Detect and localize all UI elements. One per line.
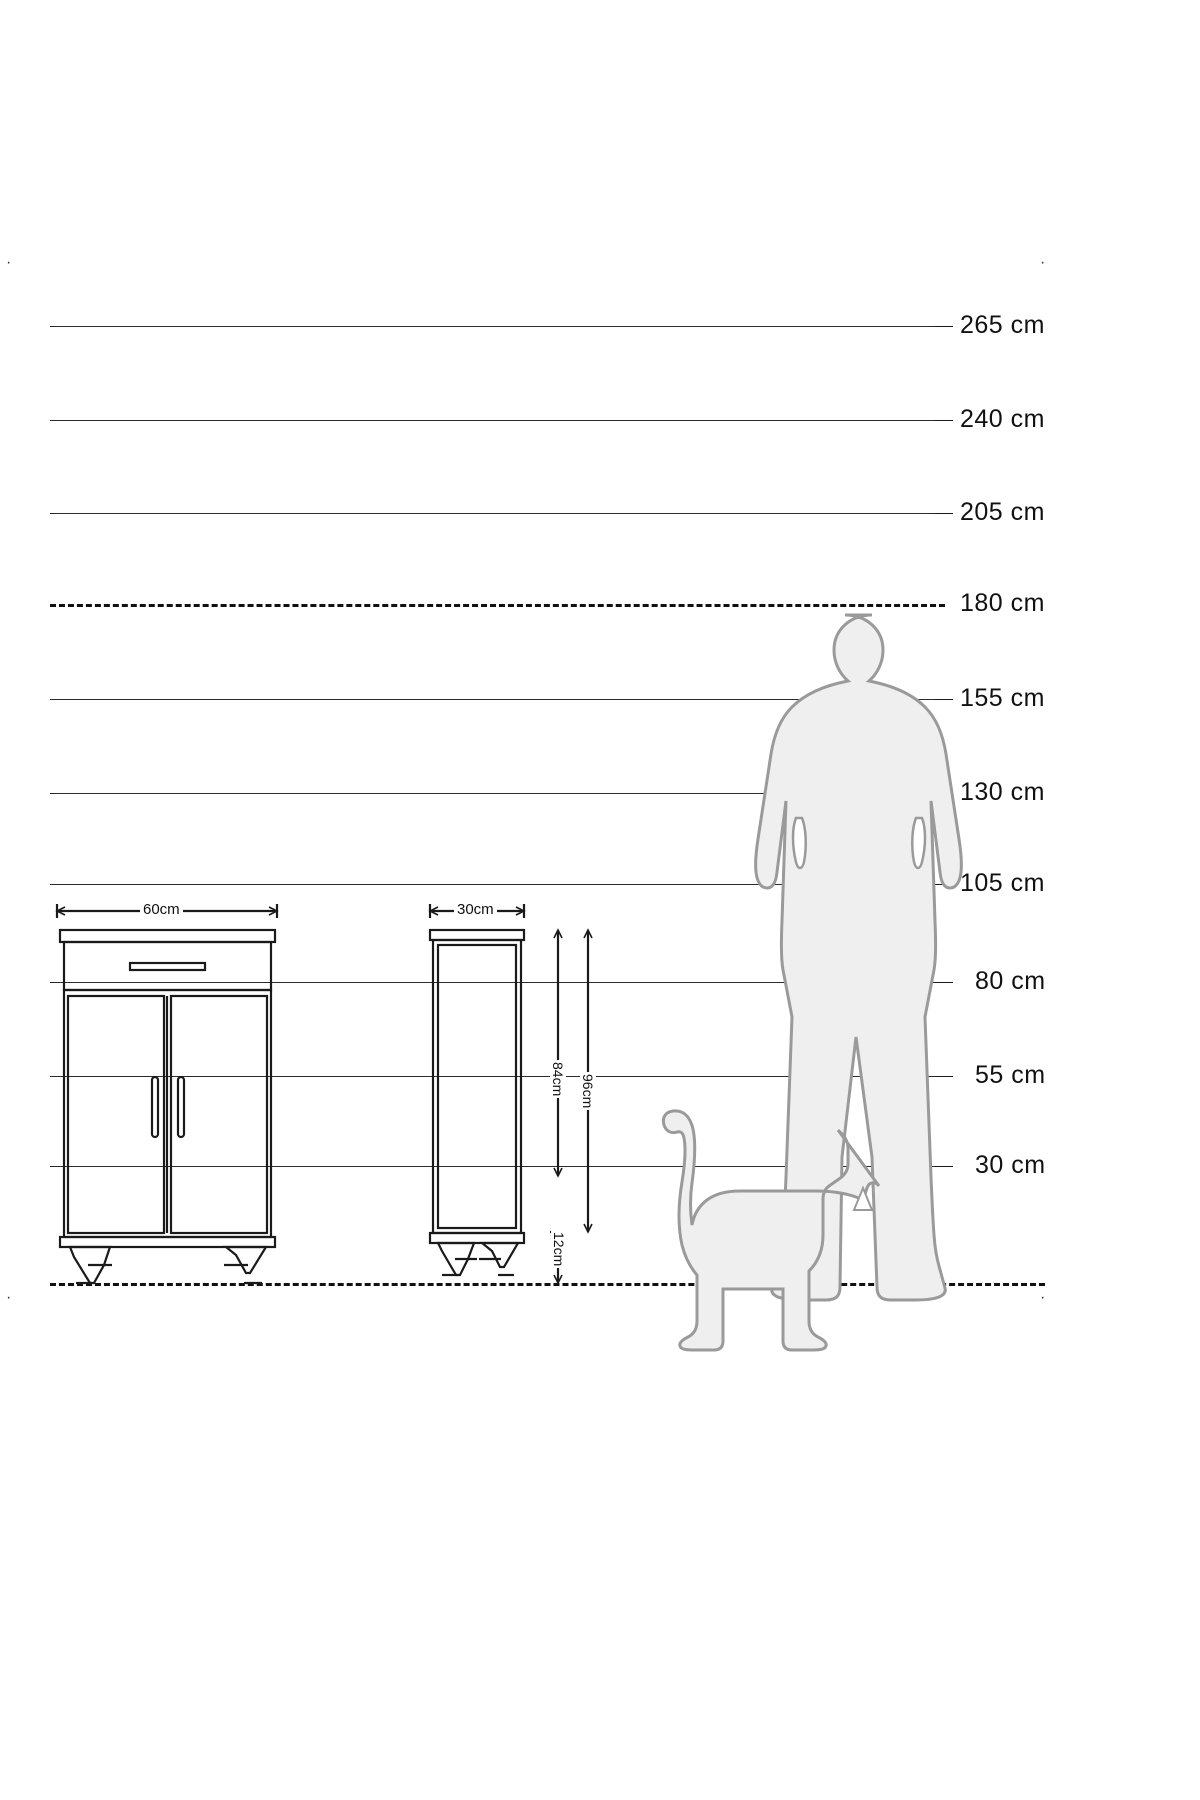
scale-label-80: 80 cm: [975, 967, 1046, 995]
scale-label-55: 55 cm: [975, 1061, 1046, 1089]
corner-mark-top-left: ·: [6, 254, 12, 271]
scale-label-265: 265 cm: [960, 311, 1045, 339]
scale-label-30: 30 cm: [975, 1151, 1046, 1179]
tall-unit-total-height-label: 96cm: [580, 1074, 596, 1109]
cabinet-width-label: 60cm: [140, 901, 183, 918]
scale-label-205: 205 cm: [960, 498, 1045, 526]
scale-label-240: 240 cm: [960, 405, 1045, 433]
tall-unit-height-dimension: [554, 930, 562, 1176]
tall-unit-height-label: 84cm: [550, 1062, 566, 1097]
tall-narrow-cabinet: [430, 930, 524, 1275]
scale-label-180: 180 cm: [960, 589, 1045, 617]
scale-label-155: 155 cm: [960, 684, 1045, 712]
tall-unit-width-label: 30cm: [454, 901, 497, 918]
corner-mark-bottom-left: ·: [6, 1289, 12, 1306]
two-door-cabinet: [60, 930, 275, 1283]
corner-mark-bottom-right: ·: [1040, 1289, 1046, 1306]
leg-height-label: 12cm: [551, 1232, 567, 1267]
scale-label-105: 105 cm: [960, 869, 1045, 897]
scale-label-130: 130 cm: [960, 778, 1045, 806]
corner-mark-top-right: ·: [1040, 254, 1046, 271]
